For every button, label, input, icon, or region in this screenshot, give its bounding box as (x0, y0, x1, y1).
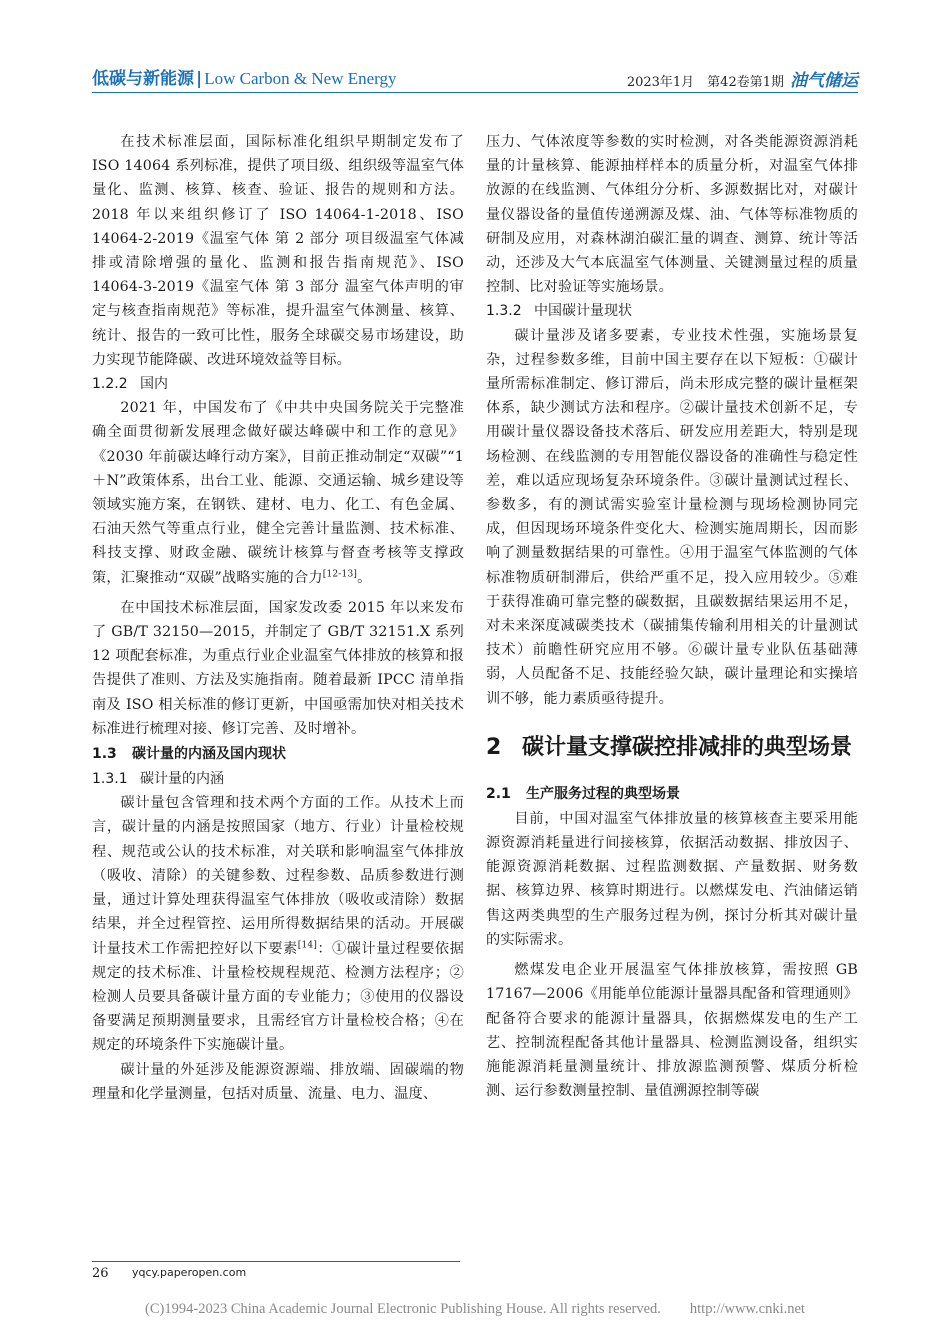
paragraph: 碳计量的外延涉及能源资源端、排放端、固碳端的物理量和化学量测量，包括对质量、流量、电力、温度、 (92, 1061, 464, 1102)
paragraph-text-end: ：①碳计量过程要依据规定的技术标准、计量检校规程规范、检测方法程序；②检测人员要具备碳计量方面的专业能力；③使用的仪器设备要满足预期测量要求，且需经官方计量检校合格；④在规定的环境条件下实施碳计量。 (92, 940, 464, 1054)
right-column (486, 130, 858, 1103)
issue-text: 2023年1月 第42卷第1期 (626, 75, 784, 90)
section-number: 1.3.2 (486, 303, 522, 320)
paragraph (92, 791, 464, 1057)
section-title: 碳计量的内涵 (140, 771, 224, 788)
section-number: 2.1 (486, 785, 511, 802)
paragraph (92, 396, 464, 590)
paragraph: 压力、气体浓度等参数的实时检测，对各类能源资源消耗量的计量核算、能源抽样样本的质量分析，对温室气体排放源的在线监测、气体组分分析、多源数据比对，对碳计量仪器设备的量值传递溯源及煤、油、气体等标准物质的研制及应用，对森林湖泊碳汇量的调查、测算、统计等活动，还涉及大气本底温室气体测量、关键测量过程的质量控制、比对验证等实施场景。 (486, 134, 858, 296)
paragraph: 碳计量涉及诸多要素，专业技术性强，实施场景复杂，过程参数多维，目前中国主要存在以下短板：①碳计量所需标准制定、修订滞后，尚未形成完整的碳计量框架体系，缺少测试方法和程序。②碳计量技术创新不足，专用碳计量仪器设备技术落后、研发应用差距大，特别是现场检测、在线监测的专用智能仪器设备的准确性与稳定性差，难以适应现场复杂环境条件。③碳计量测试过程长、参数多，有的测试需实验室计量检测与现场检测协同完成，但因现场环境条件变化大、检测实施周期长，因而影响了测量数据结果的可靠性。④用于温室气体监测的气体标准物质研制滞后，供给严重不足，投入应用较少。⑤难于获得准确可靠完整的碳数据，且碳数据结果运用不足，对未来深度减碳类技术（碳捕集传输利用相关的计量测试技术）前瞻性研究应用不够。⑥碳计量专业队伍基础薄弱，人员配备不足、技能经验欠缺，碳计量理论和实操培训不够，能力素质亟待提升。 (486, 327, 858, 707)
paragraph: 目前，中国对温室气体排放量的核算核查主要采用能源资源消耗量进行间接核算，依据活动数据、排放因子、能源资源消耗数据、过程监测数据、产量数据、财务数据、核算边界、核算时期进行。以燃煤发电、汽油储运销售这两类典型的生产服务过程为例，探讨分析其对碳计量的实际需求。 (486, 810, 858, 948)
section-heading-1-2-2 (92, 372, 464, 396)
journal-title-cn: 低碳与新能源 (92, 69, 194, 89)
paragraph-text: 2021 年，中国发布了《中共中央国务院关于完整准确全面贯彻新发展理念做好碳达峰碳中和工作的意见》《2030 年前碳达峰行动方案》，目前正推动制定“双碳”“1＋N”政策体系，出台工业、能源、交通运输、城乡建设等领域实施方案，在钢铁、建材、电力、化工、有色金属、石油天然气等重点行业，健全完善计量监测、技术标准、科技支撑、财政金融、碳统计核算与督查考核等支撑政策，汇聚推动“双碳”战略实施的合力 (92, 400, 464, 586)
journal-website-link[interactable]: yqcy.paperopen.com (132, 1266, 247, 1279)
section-heading-2 (486, 733, 858, 763)
page-number: 26 (92, 1266, 109, 1281)
section-number: 1.3.1 (92, 771, 128, 788)
paragraph-text: 碳计量包含管理和技术两个方面的工作。从技术上而言，碳计量的内涵是按照国家（地方、行业）计量检校规程、规范或公认的技术标准，对关联和影响温室气体排放（吸收、清除）的关键参数、过程参数、品质参数进行测量，通过计算处理获得温室气体排放（吸收或清除）数据结果，并全过程管控、运用所得数据结果的活动。开展碳计量技术工作需把控好以下要素 (92, 795, 464, 957)
header-separator: | (196, 69, 203, 89)
section-title: 国内 (140, 376, 168, 393)
section-number: 1.2.2 (92, 376, 128, 393)
section-number: 2 (486, 734, 502, 760)
section-title: 碳计量支撑碳控排减排的典型场景 (522, 734, 853, 760)
paragraph: 在中国技术标准层面，国家发改委 2015 年以来发布了 GB/T 32150—2015，并制定了 GB/T 32151.X 系列 12 项配套标准，为重点行业企业温室气体排放的核算和报告提供了准则、方法及实施指南。随着最新 IPCC 清单指南及 ISO 相关标准的修订更新，中国亟需加快对相关技术标准进行梳理对接、修订完善、及时增补。 (92, 599, 464, 737)
issue-info (627, 66, 858, 91)
journal-logo: 油气储运 (790, 71, 858, 91)
paragraph-text-end: 。 (357, 569, 372, 586)
section-heading-2-1 (486, 781, 858, 807)
section-heading-1-3 (92, 741, 464, 767)
section-title: 碳计量的内涵及国内现状 (132, 746, 286, 763)
section-heading-1-3-1 (92, 767, 464, 791)
section-title: 中国碳计量现状 (534, 303, 632, 320)
paragraph: 在技术标准层面，国际标准化组织早期制定发布了 ISO 14064 系列标准，提供了项目级、组织级等温室气体量化、监测、核算、核查、验证、报告的规则和方法。2018 年以来组织修订了 ISO 14064-1-2018、ISO 14064-2-2019《温室气体 第 2 部分 项目级温室气体减排或清除增强的量化、监测和报告指南规范》、ISO 14064-3-2019《温室气体 第 3 部分 温室气体声明的审定与核查指南规范》等标准，提升温室气体测量、核算、统计、报告的一致可比性，服务全球碳交易市场建设，助力实现节能降碳、改进环境效益等目标。 (92, 134, 464, 368)
section-title: 生产服务过程的典型场景 (526, 785, 680, 802)
citation-ref[interactable]: [12-13] (322, 568, 358, 579)
journal-title (92, 64, 397, 89)
paragraph: 燃煤发电企业开展温室气体排放核算，需按照 GB 17167—2006《用能单位能源计量器具配备和管理通则》配备符合要求的能源计量器具，依据燃煤发电的生产工艺、控制流程配备其他计量器具、检测监测设备，组织实施能源消耗量测量统计、排放源监测预警、煤质分析检测、运行参数测量控制、量值溯源控制等碳 (486, 962, 858, 1100)
footer-divider (92, 1261, 460, 1262)
section-heading-1-3-2 (486, 299, 858, 323)
copyright-notice: (C)1994-2023 China Academic Journal Electronic Publishing House. All rights reserved. http://www.cnki.net (145, 1301, 805, 1317)
section-number: 1.3 (92, 746, 117, 763)
citation-ref[interactable]: [14] (297, 939, 318, 950)
journal-title-en: Low Carbon & New Energy (204, 69, 397, 88)
header-divider (92, 92, 858, 93)
left-column (92, 130, 464, 1106)
